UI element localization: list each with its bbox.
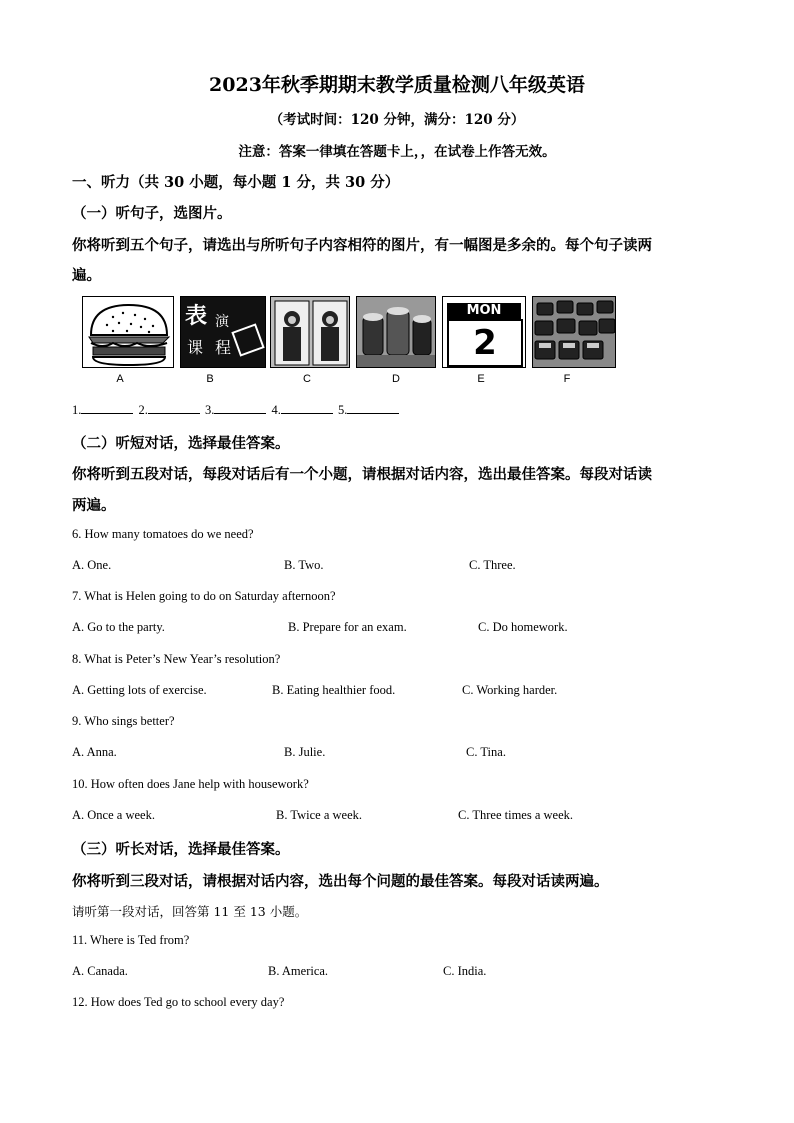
picture-label-d: D (392, 373, 400, 385)
option-7c[interactable]: C. Do homework. (478, 620, 568, 634)
picture-label-b: B (206, 373, 214, 385)
blank-2[interactable] (148, 401, 200, 414)
part2-instruction-1: 你将听到五段对话，每段对话后有一个小题，请根据对话内容，选出最佳答案。每段对话读 (72, 466, 652, 483)
blank-1[interactable] (81, 401, 133, 414)
option-7b[interactable]: B. Prepare for an exam. (288, 620, 407, 634)
program-text-icon: 表 演 课 程 (180, 296, 266, 368)
option-6a[interactable]: A. One. (72, 558, 112, 572)
question-11: 11. Where is Ted from? (72, 933, 190, 947)
picture-label-c: C (303, 373, 311, 385)
question-9: 9. Who sings better? (72, 714, 175, 728)
question-8: 8. What is Peter’s New Year’s resolution? (72, 652, 281, 666)
question-7: 7. What is Helen going to do on Saturday afternoon? (72, 589, 336, 603)
picture-label-e: E (477, 373, 485, 385)
option-10b[interactable]: B. Twice a week. (276, 808, 363, 822)
traffic-jam-icon (532, 296, 616, 368)
option-6c[interactable]: C. Three. (469, 558, 516, 572)
part3-sub-instruction: 请听第一段对话，回答第 11 至 13 小题。 (72, 904, 308, 919)
option-9b[interactable]: B. Julie. (284, 745, 326, 759)
blank-5[interactable] (347, 401, 399, 414)
exam-info: （考试时间：120 分钟，满分：120 分） (269, 112, 525, 128)
part2-heading: （二）听短对话，选择最佳答案。 (72, 435, 290, 452)
food-pots-icon (356, 296, 436, 368)
question-12: 12. How does Ted go to school every day? (72, 995, 285, 1009)
part1-heading: （一）听句子，选图片。 (72, 205, 232, 222)
blank-3[interactable] (214, 401, 266, 414)
hamburger-icon (82, 296, 174, 368)
option-11c[interactable]: C. India. (443, 964, 487, 978)
notice: 注意：答案一律填在答题卡上，，在试卷上作答无效。 (238, 144, 556, 160)
part1-instruction-2: 遍。 (72, 267, 101, 284)
option-10a[interactable]: A. Once a week. (72, 808, 155, 822)
option-9c[interactable]: C. Tina. (466, 745, 506, 759)
question-6: 6. How many tomatoes do we need? (72, 527, 254, 541)
part3-instruction: 你将听到三段对话，请根据对话内容，选出每个问题的最佳答案。每段对话读两遍。 (72, 873, 609, 890)
option-10c[interactable]: C. Three times a week. (458, 808, 574, 822)
option-7a[interactable]: A. Go to the party. (72, 620, 165, 634)
calendar-icon: MON 2 (442, 296, 526, 368)
question-10: 10. How often does Jane help with housework? (72, 777, 309, 791)
option-8b[interactable]: B. Eating healthier food. (272, 683, 396, 697)
exam-title: 2023年秋季期期末教学质量检测八年级英语 (209, 74, 585, 96)
option-8a[interactable]: A. Getting lots of exercise. (72, 683, 207, 697)
picture-label-a: A (116, 373, 124, 385)
girls-photo-icon (270, 296, 350, 368)
option-9a[interactable]: A. Anna. (72, 745, 117, 759)
option-6b[interactable]: B. Two. (284, 558, 324, 572)
part2-instruction-2: 两遍。 (72, 497, 116, 514)
option-11a[interactable]: A. Canada. (72, 964, 128, 978)
picture-label-f: F (563, 373, 571, 385)
blank-4[interactable] (281, 401, 333, 414)
option-8c[interactable]: C. Working harder. (462, 683, 558, 697)
part1-instruction-1: 你将听到五个句子，请选出与所听句子内容相符的图片，有一幅图是多余的。每个句子读两 (72, 237, 652, 254)
part3-heading: （三）听长对话，选择最佳答案。 (72, 841, 290, 858)
option-11b[interactable]: B. America. (268, 964, 329, 978)
answer-blanks: 1. 2. 3. 4. 5. (72, 401, 401, 418)
section1-heading: 一、听力（共 30 小题，每小题 1 分，共 30 分） (72, 174, 400, 191)
